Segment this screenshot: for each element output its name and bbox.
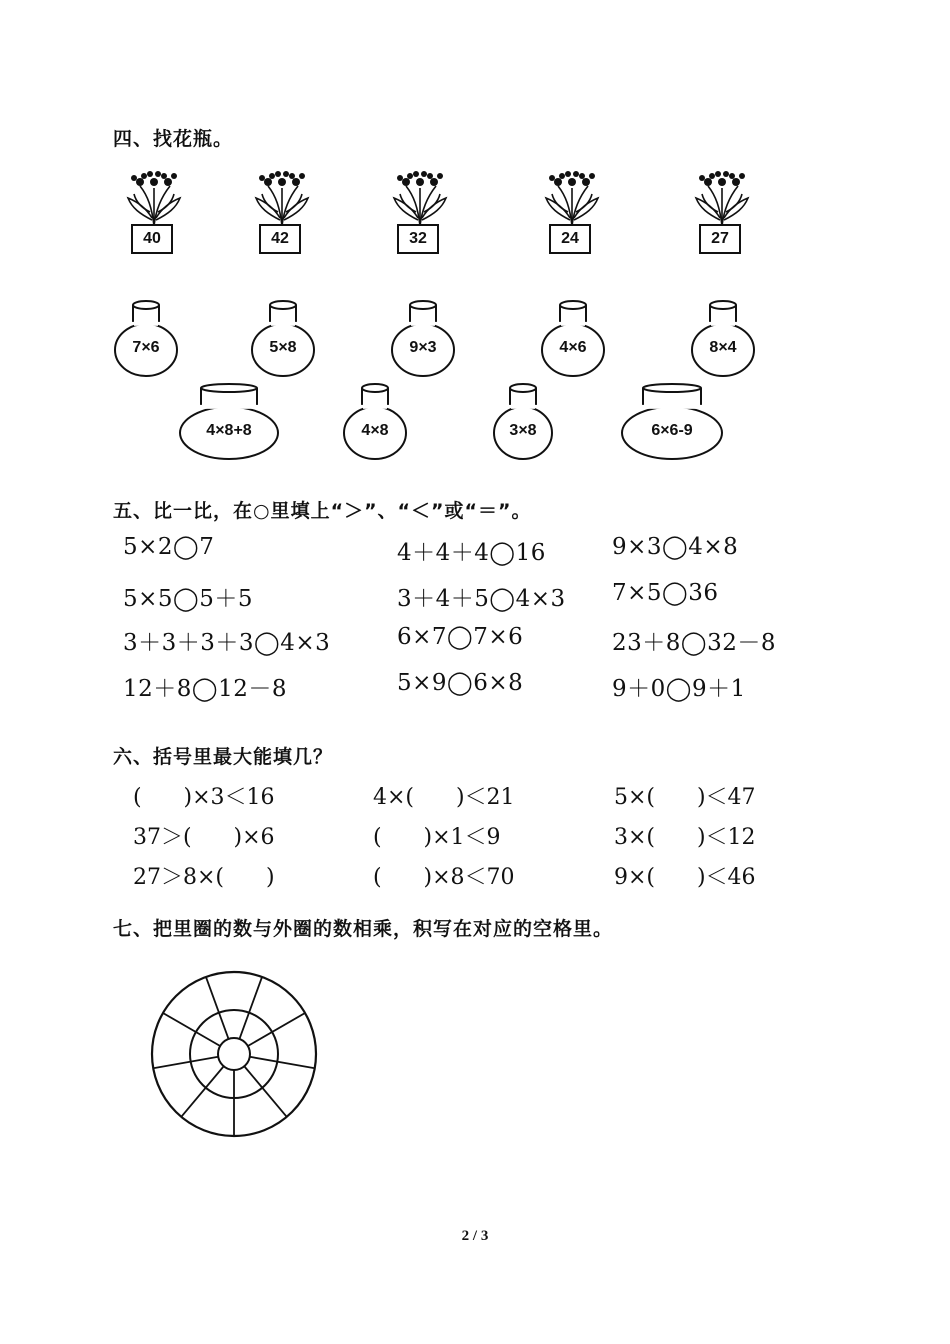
vase	[620, 383, 724, 461]
vase-expression: 4×8+8	[206, 421, 252, 439]
plant-icon	[388, 168, 452, 228]
flower-pot	[540, 168, 604, 247]
compare-item: 23＋8◯32－8	[612, 630, 777, 656]
vase-expression: 3×8	[509, 421, 537, 439]
flower-pot	[250, 168, 314, 247]
compare-item: 3＋4＋5◯4×3	[397, 586, 566, 612]
vase	[540, 300, 606, 378]
vase-expression: 4×6	[559, 338, 587, 356]
vase	[113, 300, 179, 378]
page-number: 2 / 3	[461, 1228, 489, 1244]
compare-item: 12＋8◯12－8	[123, 676, 288, 702]
vase-expression: 6×6-9	[651, 421, 693, 439]
compare-item: 5×2◯7	[123, 534, 215, 560]
compare-item: 5×5◯5＋5	[123, 586, 254, 612]
compare-item: 5×9◯6×8	[397, 670, 524, 696]
plant-icon	[250, 168, 314, 228]
compare-item: 4＋4＋4◯16	[397, 540, 546, 566]
vase	[178, 383, 280, 461]
plant-icon	[540, 168, 604, 228]
section6-title: 六、括号里最大能填几？	[113, 746, 334, 768]
section7-title: 七、把里圈的数与外圈的数相乘，积写在对应的空格里。	[113, 918, 614, 940]
vase	[250, 300, 316, 378]
vase	[342, 383, 408, 461]
compare-item: 9×3◯4×8	[612, 534, 739, 560]
max-fill-item: 9×( )＜46	[614, 865, 756, 890]
vase	[690, 300, 756, 378]
pot-number: 40	[131, 224, 173, 254]
compare-item: 3＋3＋3＋3◯4×3	[123, 630, 331, 656]
max-fill-item: 37＞( )×6	[133, 825, 275, 850]
multiplication-wheels	[140, 950, 740, 1165]
flower-pot	[388, 168, 452, 247]
section4-title: 四、找花瓶。	[113, 128, 234, 150]
compare-item: 9＋0◯9＋1	[612, 676, 746, 702]
max-fill-item: ( )×8＜70	[373, 865, 515, 890]
pot-number: 27	[699, 224, 741, 254]
max-fill-item: 4×( )＜21	[373, 785, 515, 810]
pot-number: 32	[397, 224, 439, 254]
compare-item: 6×7◯7×6	[397, 624, 524, 650]
pot-number: 42	[259, 224, 301, 254]
compare-item: 7×5◯36	[612, 580, 719, 606]
max-fill-item: ( )×3＜16	[133, 785, 275, 810]
max-fill-item: ( )×1＜9	[373, 825, 501, 850]
plant-icon	[122, 168, 186, 228]
max-fill-item: 27＞8×( )	[133, 865, 275, 890]
vase-expression: 5×8	[269, 338, 297, 356]
flower-pot	[690, 168, 754, 247]
vase-expression: 4×8	[361, 421, 389, 439]
flower-pot	[122, 168, 186, 247]
max-fill-item: 5×( )＜47	[614, 785, 756, 810]
vase	[390, 300, 456, 378]
max-fill-item: 3×( )＜12	[614, 825, 756, 850]
vase-expression: 9×3	[409, 338, 437, 356]
vase-expression: 7×6	[132, 338, 160, 356]
section5-title: 五、比一比，在○里填上“＞”、“＜”或“＝”。	[113, 500, 532, 522]
pot-number: 24	[549, 224, 591, 254]
plant-icon	[690, 168, 754, 228]
vase	[492, 383, 554, 461]
vase-expression: 8×4	[709, 338, 737, 356]
